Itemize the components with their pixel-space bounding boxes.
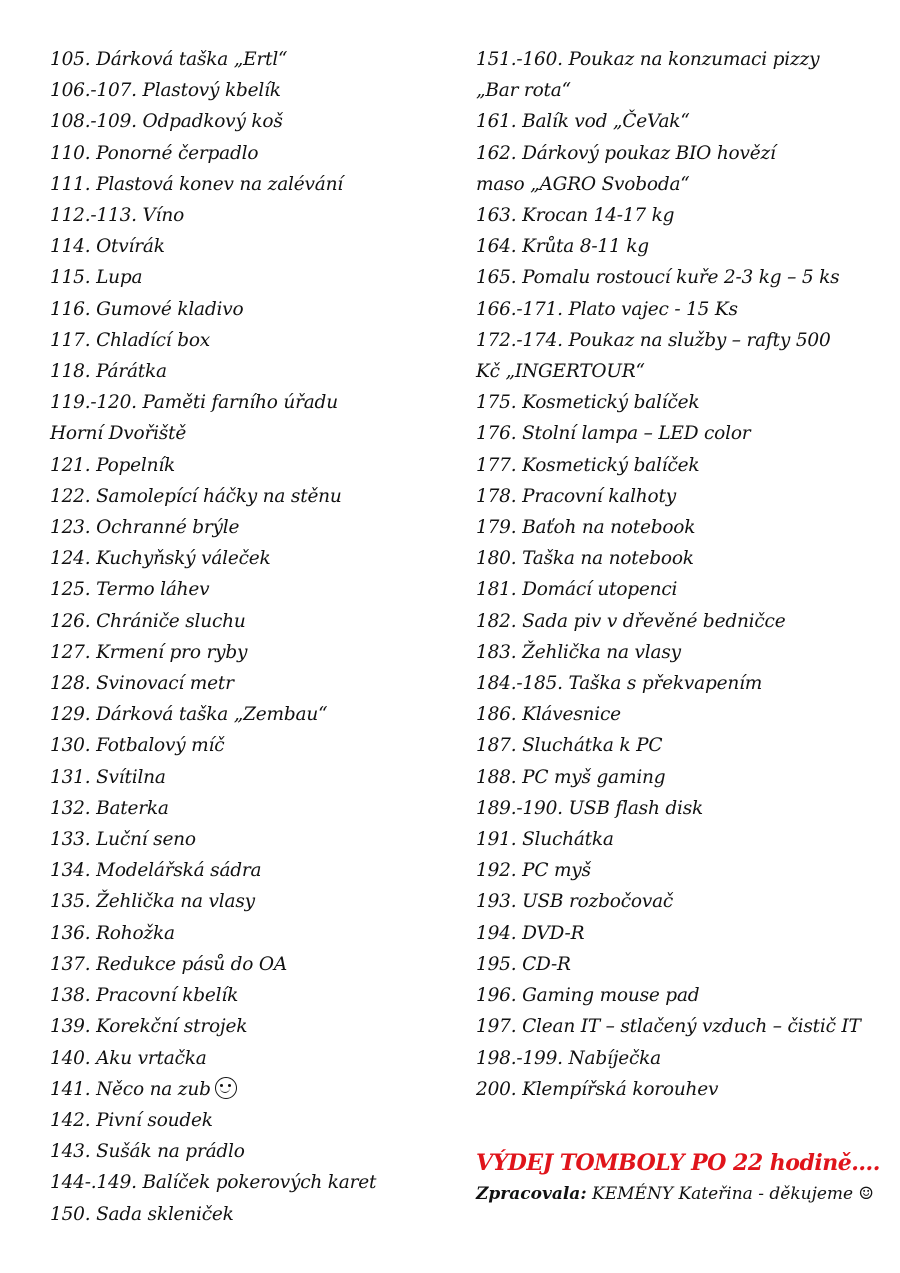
list-item: 105. Dárková taška „Ertl“ bbox=[50, 49, 288, 70]
list-item: 129. Dárková taška „Zembau“ bbox=[50, 704, 328, 726]
list-item: 117. Chladící box bbox=[50, 329, 211, 351]
list-item: 179. Baťoh na notebook bbox=[476, 517, 696, 539]
list-item: 122. Samolepící háčky na stěnu bbox=[50, 485, 342, 507]
list-item: 123. Ochranné brýle bbox=[50, 517, 240, 539]
list-item: 195. CD-R bbox=[476, 953, 571, 975]
list-item: 126. Chrániče sluchu bbox=[50, 610, 246, 632]
list-item: 143. Sušák na prádlo bbox=[50, 1141, 245, 1163]
list-item: 175. Kosmetický balíček bbox=[476, 392, 700, 414]
list-item: 134. Modelářská sádra bbox=[50, 860, 262, 882]
list-item: 200. Klempířská korouhev bbox=[476, 1078, 719, 1100]
list-item: 150. Sada skleniček bbox=[50, 1203, 234, 1225]
list-item: 136. Rohožka bbox=[50, 922, 175, 944]
list-item: 128. Svinovací metr bbox=[50, 673, 234, 695]
list-item: 108.-109. Odpadkový koš bbox=[50, 111, 283, 133]
tombola-notice: VÝDEJ TOMBOLY PO 22 hodině.... bbox=[476, 1150, 880, 1176]
list-item: 131. Svítilna bbox=[50, 766, 166, 788]
list-item: 181. Domácí utopenci bbox=[476, 579, 678, 601]
credit-text: KEMÉNY Kateřina - děkujeme ☺ bbox=[592, 1184, 874, 1204]
list-item: 125. Termo láhev bbox=[50, 579, 210, 601]
credit-label: Zpracovala: bbox=[476, 1184, 587, 1204]
list-item: 192. PC myš bbox=[476, 860, 591, 882]
list-item: 140. Aku vrtačka bbox=[50, 1047, 207, 1069]
list-item: 197. Clean IT – stlačený vzduch – čistič IT bbox=[476, 1016, 861, 1038]
list-item: 130. Fotbalový míč bbox=[50, 735, 225, 757]
list-item: 198.-199. Nabíječka bbox=[476, 1047, 661, 1069]
list-item: 138. Pracovní kbelík bbox=[50, 985, 239, 1007]
list-item-text: 141. Něco na zub bbox=[50, 1078, 211, 1100]
list-item: 193. USB rozbočovač bbox=[476, 891, 674, 913]
list-item: 184.-185. Taška s překvapením bbox=[476, 673, 763, 695]
list-item: 112.-113. Víno bbox=[50, 205, 185, 227]
list-item: 111. Plastová konev na zalévání bbox=[50, 173, 344, 195]
list-item: 163. Krocan 14-17 kg bbox=[476, 205, 675, 227]
list-item: 164. Krůta 8-11 kg bbox=[476, 236, 649, 258]
list-item: 191. Sluchátka bbox=[476, 829, 614, 851]
list-item: 194. DVD-R bbox=[476, 922, 585, 944]
list-item: 196. Gaming mouse pad bbox=[476, 985, 700, 1007]
list-item: 172.-174. Poukaz na služby – rafty 500 Kč „INGERTOUR“ bbox=[476, 329, 831, 383]
list-item: 183. Žehlička na vlasy bbox=[476, 641, 681, 663]
list-item: 151.-160. Poukaz na konzumaci pizzy „Bar rota“ bbox=[476, 49, 820, 102]
list-item: 118. Párátka bbox=[50, 361, 167, 383]
list-item: 114. Otvírák bbox=[50, 236, 165, 258]
list-item-141 bbox=[50, 1074, 450, 1105]
list-item: 142. Pivní soudek bbox=[50, 1109, 213, 1131]
list-item: 119.-120. Paměti farního úřadu Horní Dvořiště bbox=[50, 392, 338, 445]
list-item: 187. Sluchátka k PC bbox=[476, 735, 663, 757]
smiley-icon bbox=[215, 1077, 237, 1099]
list-item: 144-.149. Balíček pokerových karet bbox=[50, 1172, 377, 1194]
list-item: 124. Kuchyňský váleček bbox=[50, 548, 271, 570]
list-item: 127. Krmení pro ryby bbox=[50, 641, 248, 663]
list-item: 188. PC myš gaming bbox=[476, 766, 666, 788]
list-item: 186. Klávesnice bbox=[476, 704, 621, 726]
list-item: 121. Popelník bbox=[50, 454, 176, 476]
footer bbox=[476, 1150, 880, 1204]
list-item: 139. Korekční strojek bbox=[50, 1016, 248, 1038]
list-item: 110. Ponorné čerpadlo bbox=[50, 142, 259, 164]
list-item: 166.-171. Plato vajec - 15 Ks bbox=[476, 298, 738, 320]
list-item: 162. Dárkový poukaz BIO hovězí maso „AGRO Svoboda“ bbox=[476, 142, 776, 195]
list-item: 178. Pracovní kalhoty bbox=[476, 485, 676, 507]
list-item: 161. Balík vod „ČeVak“ bbox=[476, 111, 690, 133]
list-item: 165. Pomalu rostoucí kuře 2-3 kg – 5 ks bbox=[476, 267, 840, 289]
list-item: 137. Redukce pásů do OA bbox=[50, 953, 288, 975]
list-item: 135. Žehlička na vlasy bbox=[50, 891, 255, 913]
list-item: 133. Luční seno bbox=[50, 829, 196, 851]
list-item: 116. Gumové kladivo bbox=[50, 298, 244, 320]
list-item: 132. Baterka bbox=[50, 797, 169, 819]
list-item: 115. Lupa bbox=[50, 267, 143, 289]
left-column bbox=[50, 44, 450, 1230]
list-item: 106.-107. Plastový kbelík bbox=[50, 80, 281, 102]
list-item: 180. Taška na notebook bbox=[476, 548, 694, 570]
list-item: 182. Sada piv v dřevěné bedničce bbox=[476, 610, 786, 632]
list-item: 176. Stolní lampa – LED color bbox=[476, 423, 751, 445]
right-column bbox=[476, 44, 866, 1105]
list-item: 177. Kosmetický balíček bbox=[476, 454, 700, 476]
credit-line bbox=[476, 1184, 876, 1204]
list-item: 189.-190. USB flash disk bbox=[476, 797, 704, 819]
